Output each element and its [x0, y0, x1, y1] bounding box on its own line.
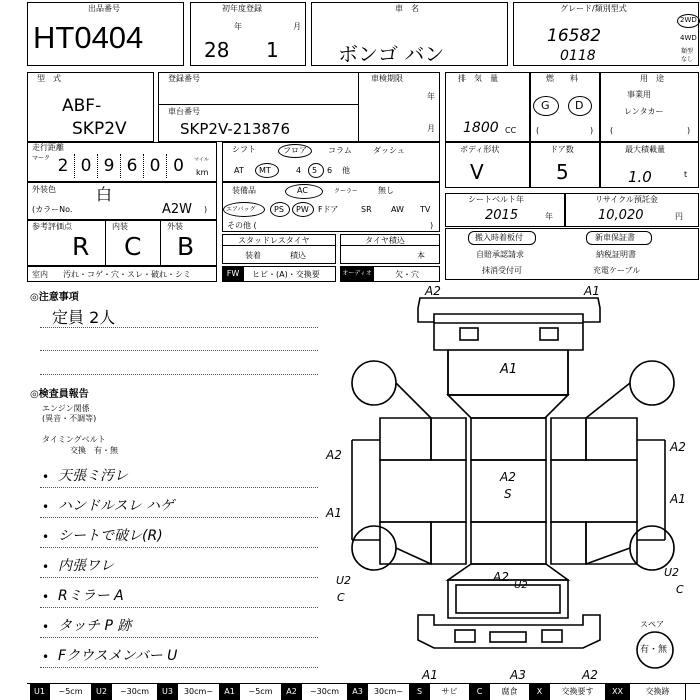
- equip-ps: PS: [274, 205, 284, 214]
- doors-label: ドア数: [550, 145, 574, 154]
- body-shape-value: V: [470, 160, 484, 184]
- legend-val: 交換跡: [630, 683, 686, 700]
- yen-unit: 円: [675, 212, 683, 221]
- first-reg-month: 1: [266, 38, 279, 62]
- right-side-mid: [551, 460, 637, 522]
- shift-dash: ダッシュ: [373, 146, 405, 155]
- inspection-year-unit: 年: [427, 92, 435, 101]
- legend-key: U2: [92, 683, 112, 700]
- usage-label: 用 途: [640, 74, 664, 83]
- grade-label: グレード/類別型式: [560, 4, 627, 13]
- report-line: [40, 487, 318, 488]
- mileage-digit: 0: [144, 154, 167, 178]
- inspector-heading: ◎検査員報告: [30, 389, 89, 400]
- body-shape-label: ボディ形状: [460, 145, 500, 154]
- legend-val: ~5cm: [50, 683, 92, 700]
- fuel-label: 燃 料: [546, 74, 578, 83]
- left-side-upper: [380, 418, 431, 460]
- legend-key: U1: [30, 683, 50, 700]
- color-no-close: ): [204, 205, 208, 214]
- body-center-lower: [471, 522, 546, 564]
- displacement-label: 排 気 量: [458, 74, 498, 83]
- lot-label: 出品番号: [88, 4, 120, 13]
- rating-divider-2: [160, 220, 161, 266]
- model-code-label: 型 式: [37, 74, 61, 83]
- rating-label: 参考評価点: [32, 222, 72, 231]
- legend-key: A2: [282, 683, 302, 700]
- report-line: [40, 517, 318, 518]
- capacity-unit: t: [684, 170, 688, 179]
- timing-sub: 交換 有・無: [70, 446, 118, 455]
- report-line: [40, 637, 318, 638]
- front-lamp: [540, 328, 558, 340]
- mark-left-lower: A1: [326, 506, 342, 520]
- shift-column: コラム: [328, 146, 352, 155]
- front-bumper: [418, 298, 600, 322]
- exterior-color-label: 外装色: [32, 185, 56, 194]
- drive-2wd: 2WD: [680, 16, 697, 24]
- shift-other: 他: [342, 166, 350, 175]
- mark-center-s: S: [504, 487, 512, 501]
- fuel-paren-close: ): [590, 126, 594, 135]
- plate: [490, 632, 526, 642]
- first-reg-label: 初年度登録: [222, 4, 262, 13]
- equip-tv: TV: [420, 205, 431, 214]
- chk-new-warranty: 新車保証書: [595, 233, 635, 242]
- mileage-digits: [52, 154, 190, 178]
- legend-val: 交換要す: [550, 683, 606, 700]
- right-side-front: [551, 418, 586, 460]
- inspection-month-unit: 月: [427, 124, 435, 133]
- rear-bumper: [418, 615, 600, 648]
- right-side-rear: [551, 522, 586, 564]
- mark-right-upper: A2: [670, 440, 686, 454]
- shift-5: 5: [312, 166, 318, 175]
- grade-value-1: 16582: [547, 26, 602, 46]
- rear-lamp: [455, 630, 475, 642]
- mark-right-u2: U2: [664, 566, 680, 579]
- legend-key: A1: [220, 683, 240, 700]
- caution-line-2: [40, 350, 318, 351]
- fw-state: ヒビ・(A)・交換要: [252, 270, 320, 279]
- legend-key: A3: [348, 683, 368, 700]
- wheel-front-left: [352, 361, 396, 405]
- model-code-1: ABF-: [62, 96, 102, 116]
- exterior-color: 白: [96, 185, 113, 204]
- chk-self-inspect: 自賠承認請求: [476, 250, 524, 259]
- report-item: Fクウスメンバー U: [58, 648, 178, 664]
- mark-left-u2: U2: [336, 574, 352, 587]
- body-center: [471, 418, 546, 460]
- fuel-paren-open: (: [536, 126, 540, 135]
- equip-fdoor: Fドア: [318, 205, 339, 214]
- legend-key: X: [530, 683, 550, 700]
- equip-ac: AC: [297, 186, 308, 195]
- legend-key: S: [410, 683, 430, 700]
- equip-airbag: エアバッグ: [226, 206, 256, 213]
- mark-center: A2: [500, 470, 516, 484]
- mark-roof: A1: [500, 362, 518, 377]
- spare-label: スペア: [640, 620, 664, 629]
- shift-label: シフト: [232, 145, 256, 154]
- mileage-label: 走行距離: [32, 143, 64, 152]
- rear-window: [456, 585, 560, 613]
- usage-business: 事業用: [627, 90, 651, 99]
- mile-note: マイル: [194, 157, 209, 163]
- shift-mt: MT: [259, 166, 271, 175]
- fuel-g: G: [541, 99, 550, 112]
- left-side-front: [431, 418, 466, 460]
- chk-tax: 納税証明書: [596, 250, 636, 259]
- mileage-digit: 0: [75, 154, 98, 178]
- seatbelt-year: 2015: [485, 208, 519, 223]
- model-name: ボンゴ バン: [338, 42, 445, 66]
- equip-aw: AW: [391, 205, 404, 214]
- legend-val: 腐食: [490, 683, 530, 700]
- chassis-number: SKP2V-213876: [180, 120, 291, 138]
- capacity-value: 1.0: [628, 168, 652, 186]
- equip-cooler: クーラー: [334, 188, 359, 195]
- inspection-label: 車検期限: [371, 74, 403, 83]
- equip-sr: SR: [361, 205, 372, 214]
- right-side-lower: [586, 522, 637, 564]
- report-line: [40, 607, 318, 608]
- mark-bottom-right: A2: [582, 668, 598, 682]
- seatbelt-unit: 年: [545, 212, 553, 221]
- mark-bottom-left: A1: [422, 668, 438, 682]
- shift-6: 6: [327, 166, 333, 175]
- report-line: [40, 577, 318, 578]
- audio-label: オーディオ: [340, 266, 374, 282]
- type-none: 類型 なし: [681, 48, 694, 63]
- report-bullet: •: [42, 470, 50, 484]
- left-side-mid: [380, 460, 466, 522]
- mark-rear-center: A2: [493, 570, 509, 584]
- interior-state-label: 室内: [32, 270, 48, 279]
- studless-installed: 装着: [245, 251, 261, 260]
- report-bullet: •: [42, 620, 50, 634]
- recycle-label: リサイクル預託金: [595, 195, 658, 204]
- legend-val: 30cm~: [178, 683, 220, 700]
- wheel-front-right: [630, 361, 674, 405]
- left-side-rear: [431, 522, 466, 564]
- windshield: [448, 395, 568, 418]
- caution-text: 定員 2人: [52, 308, 116, 327]
- equip-pw: PW: [296, 205, 309, 214]
- legend-key: C: [470, 683, 490, 700]
- report-bullet: •: [42, 500, 50, 514]
- report-item: Rミラー A: [58, 588, 124, 604]
- drive-4wd: 4WD: [680, 34, 697, 42]
- studless-label: スタッドレスタイヤ: [238, 236, 310, 245]
- chk-tire-kit: 搬入時着板付: [475, 233, 523, 242]
- left-side-lower: [380, 522, 431, 564]
- reg-number-label: 登録番号: [168, 74, 200, 83]
- timing-label: タイミングベルト: [42, 435, 106, 444]
- exterior-label: 外装: [167, 222, 183, 231]
- shift-4: 4: [296, 166, 302, 175]
- equip-none: 無し: [378, 186, 394, 195]
- report-bullet: •: [42, 530, 50, 544]
- inspection-divider: [158, 104, 358, 105]
- report-line: [40, 667, 318, 668]
- chk-cable: 充電ケーブル: [593, 266, 641, 275]
- report-item: タッチ P 跡: [58, 618, 132, 634]
- mark-front-right: A1: [584, 284, 600, 298]
- rear-lamp: [542, 630, 562, 642]
- legend-key: XX: [606, 683, 630, 700]
- report-item: ハンドルスレ ハゲ: [58, 498, 175, 514]
- meter-label: マーク: [32, 155, 51, 162]
- report-item: 天張ミ汚レ: [58, 468, 128, 484]
- equip-other-close: ): [430, 221, 434, 230]
- mileage-digit: 2: [52, 154, 75, 178]
- engine-sub: (異音・不調等): [42, 414, 97, 423]
- right-side-upper: [586, 418, 637, 460]
- tailgate: [448, 580, 568, 618]
- report-bullet: •: [42, 560, 50, 574]
- legend-val: サビ: [430, 683, 470, 700]
- report-item: 内張ワレ: [58, 558, 114, 574]
- caution-line-3: [40, 374, 318, 375]
- model-name-label: 車 名: [395, 4, 419, 13]
- usage-rental: レンタカー: [624, 107, 664, 116]
- seatbelt-label: シートベルト年: [468, 195, 524, 204]
- tire-unit: 本: [417, 251, 425, 260]
- mark-left-upper: A2: [326, 448, 342, 462]
- first-reg-year: 28: [204, 38, 230, 62]
- shift-floor: フロア: [283, 146, 307, 155]
- tire-label: タイヤ積込: [365, 236, 405, 245]
- recycle-value: 10,020: [598, 208, 644, 223]
- report-item: シートで破レ(R): [58, 528, 163, 544]
- legend-val: ~30cm: [302, 683, 348, 700]
- wheel-rear-left: [352, 526, 396, 570]
- equipment-label: 装備品: [232, 186, 256, 195]
- report-bullet: •: [42, 650, 50, 664]
- equip-other: その他 (: [227, 221, 257, 230]
- chk-deregister: 抹消受付可: [482, 266, 522, 275]
- km-unit: km: [196, 168, 209, 177]
- mileage-digit: 6: [121, 154, 144, 178]
- lot-number: HT0404: [33, 20, 144, 55]
- model-code-2: SKP2V: [72, 119, 127, 139]
- inspection-divider-v: [358, 72, 359, 142]
- chassis-label: 車台番号: [168, 107, 200, 116]
- mileage-digit: 9: [98, 154, 121, 178]
- report-line: [40, 547, 318, 548]
- color-no: A2W: [162, 202, 193, 217]
- audio-state: 欠・穴: [395, 270, 419, 279]
- shift-at: AT: [234, 166, 244, 175]
- exterior-value: B: [177, 232, 195, 261]
- doors-value: 5: [556, 160, 569, 184]
- color-no-label: (カラーNo.: [32, 205, 73, 214]
- mark-rear-center-u: U2: [514, 580, 528, 591]
- spare-value: 有・無: [640, 645, 668, 655]
- usage-paren-close: ): [687, 126, 691, 135]
- mark-front-left: A2: [425, 284, 441, 298]
- studless-loaded: 積込: [290, 251, 306, 260]
- rating-divider-1: [105, 220, 106, 266]
- legend-val: ~30cm: [112, 683, 158, 700]
- capacity-label: 最大積載量: [625, 145, 665, 154]
- fw-label: FW: [222, 266, 244, 282]
- grade-value-2: 0118: [560, 48, 596, 64]
- displacement-value: 1800: [463, 120, 499, 136]
- year-unit: 年: [234, 22, 242, 31]
- report-bullet: •: [42, 590, 50, 604]
- mark-right-lower: A1: [670, 492, 686, 506]
- legend-val: 30cm~: [368, 683, 410, 700]
- front-lamp: [460, 328, 478, 340]
- interior-label: 内装: [112, 222, 128, 231]
- engine-label: エンジン関係: [42, 404, 90, 413]
- wheel-rear-right: [630, 526, 674, 570]
- cc-unit: CC: [505, 126, 517, 135]
- mileage-digit: 0: [173, 156, 184, 176]
- month-unit: 月: [293, 22, 301, 31]
- cabin-roof: [434, 323, 583, 395]
- legend-key: U3: [158, 683, 178, 700]
- caution-line-1: [40, 327, 318, 328]
- interior-state: 汚れ・コゲ・穴・スレ・破れ・シミ: [63, 270, 191, 279]
- mark-right-c: C: [676, 583, 684, 596]
- interior-value: C: [124, 232, 142, 261]
- fuel-d: D: [575, 99, 584, 112]
- rating-value: R: [72, 232, 90, 261]
- legend-val: ~5cm: [240, 683, 282, 700]
- usage-paren-open: (: [610, 126, 614, 135]
- mark-bottom-mid: A3: [510, 668, 526, 682]
- mark-left-c: C: [337, 591, 345, 604]
- caution-heading: ◎注意事項: [30, 292, 79, 303]
